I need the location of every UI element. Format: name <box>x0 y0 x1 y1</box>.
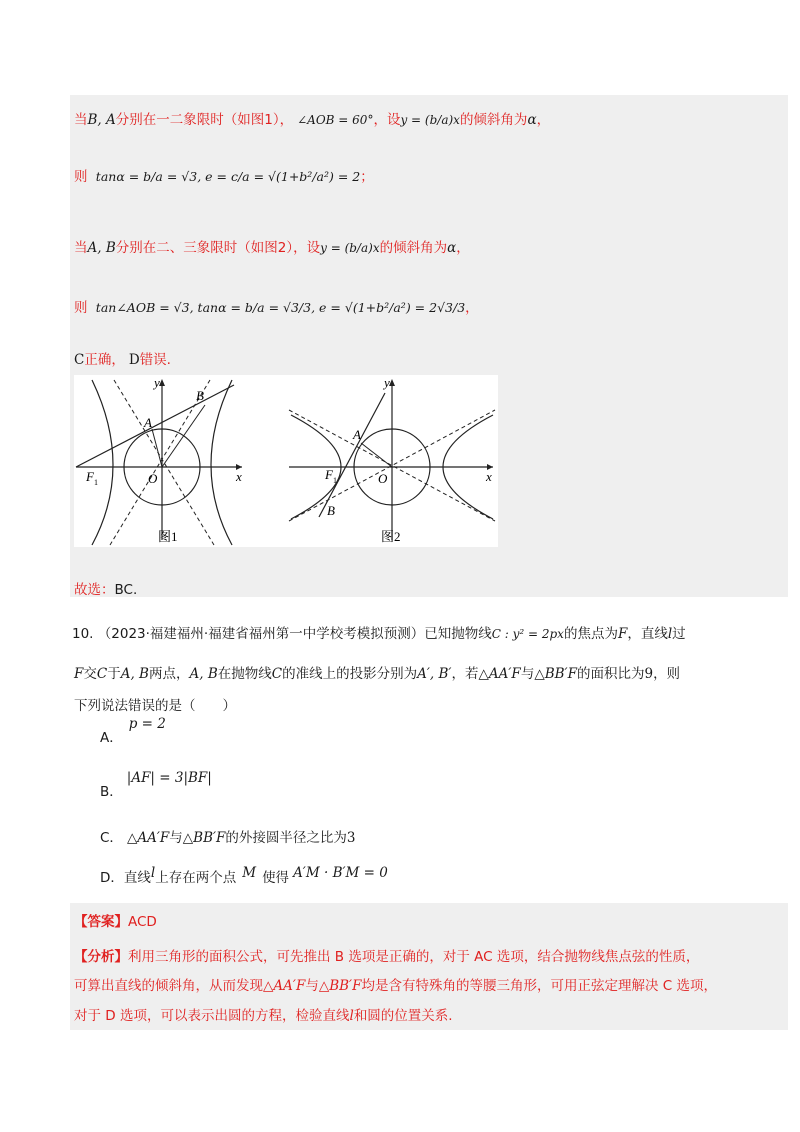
asymptote-1 <box>114 380 214 545</box>
text: 与 <box>169 830 183 846</box>
label-x: x <box>486 469 492 484</box>
option-c[interactable] <box>100 826 356 846</box>
analysis-text: 利用三角形的面积公式，可先推出 B 选项是正确的，对于 AC 选项，结合抛物线焦点弦的性质， <box>128 949 700 965</box>
text: 的面积比为 <box>576 666 645 682</box>
label-a: A <box>353 427 361 442</box>
text: ， <box>465 300 479 316</box>
text: 则 <box>74 300 88 316</box>
math-tri-1: △AA′F <box>478 666 521 682</box>
solution-line-5 <box>74 348 171 368</box>
text: ，设 <box>373 112 401 128</box>
figure-2 <box>281 375 498 547</box>
math-tri-1: △AA′F <box>263 978 306 994</box>
math-c: C <box>271 666 283 682</box>
option-label: B． <box>100 784 123 800</box>
math-alpha: α <box>527 112 537 128</box>
option-c-ref: C <box>74 352 85 368</box>
question-source: （2023·福建福州·福建省福州第一中学校考模拟预测）已知抛物线 <box>97 626 492 642</box>
text: ， <box>536 112 551 128</box>
text: 过 <box>672 626 686 642</box>
math-ab: A, B <box>189 666 218 682</box>
math-angle: ∠AOB = 60° <box>297 113 374 127</box>
text: 交 <box>83 666 97 682</box>
text: 在抛物线 <box>217 666 272 682</box>
option-content: |AF| = 3|BF| <box>126 770 212 786</box>
math-alpha: α <box>447 240 457 256</box>
option-b[interactable] <box>100 770 212 800</box>
text: 使得 <box>262 870 290 886</box>
question-line-1 <box>72 622 686 642</box>
text: ，直线 <box>627 626 668 642</box>
math-formula: tanα = b/a = √3, e = c/a = √(1+b²/a²) = 2 <box>95 169 361 184</box>
analysis-text: 均是含有特殊角的等腰三角形，可用正弦定理解决 C 选项， <box>361 978 717 994</box>
figure-1-diagram <box>74 375 281 547</box>
solution-line-2 <box>74 165 374 185</box>
math-formula: tan∠AOB = √3, tanα = b/a = √3/3, e = √(1+b²/a²) = 2√3/3 <box>95 300 466 315</box>
label-f: F <box>86 469 94 484</box>
math-9: 9 <box>644 666 654 682</box>
text: 分别在一二象限时（如图1）， <box>115 112 294 128</box>
math-tri-2: △BB′F <box>318 978 362 994</box>
math-ab: A, B <box>120 666 149 682</box>
label-y: y <box>384 375 390 390</box>
choice-label: 故选： <box>74 582 115 598</box>
math-vars: B, A <box>87 112 116 128</box>
solution-line-4 <box>74 296 479 316</box>
text: 的焦点为 <box>563 626 618 642</box>
math-tri-1: △AA′F <box>126 830 170 846</box>
text: 正确， <box>84 352 125 368</box>
text: 直线 <box>123 870 151 886</box>
label-y: y <box>154 375 160 390</box>
text: ； <box>360 169 374 185</box>
text: 的准线上的投影分别为 <box>282 666 418 682</box>
text: 上存在两个点 <box>155 870 237 886</box>
hyperbola-right <box>211 380 232 545</box>
question-line-2 <box>74 662 680 682</box>
option-d[interactable] <box>100 866 388 886</box>
analysis-tag: 【分析】 <box>74 949 128 965</box>
math-vars: A, B <box>87 240 116 256</box>
choice-line <box>74 578 137 598</box>
text: 的倾斜角为 <box>379 240 448 256</box>
label-f: F <box>325 467 333 482</box>
label-f-sub: 1 <box>333 476 337 485</box>
option-label: A． <box>100 730 123 746</box>
math-f: F <box>74 666 84 682</box>
analysis-text: 对于 D 选项，可以表示出圆的方程，检验直线 <box>74 1008 350 1024</box>
math-proj: A′, B′ <box>417 666 452 682</box>
segment-oa <box>152 429 162 467</box>
question-prompt: 下列说法错误的是（ ） <box>74 698 236 714</box>
text: 当 <box>74 112 88 128</box>
math-parabola: C : y² = 2px <box>491 627 564 641</box>
math-line: y = (b/a)x <box>400 113 460 127</box>
question-line-3 <box>74 694 236 714</box>
text: 当 <box>74 240 88 256</box>
math-3: 3 <box>346 830 356 846</box>
math-l: l <box>150 865 156 881</box>
text: 于 <box>107 666 121 682</box>
analysis-line-1 <box>74 945 699 965</box>
label-o: O <box>378 471 388 486</box>
analysis-line-3 <box>74 1004 453 1024</box>
y-axis-arrow <box>159 379 165 386</box>
text: 的倾斜角为 <box>459 112 528 128</box>
label-a: A <box>144 415 152 430</box>
figure-1 <box>74 375 281 547</box>
math-expr: A′M · B′M = 0 <box>293 865 388 881</box>
math-m: M <box>242 865 257 881</box>
label-o: O <box>148 471 158 486</box>
text: 与 <box>520 666 535 682</box>
analysis-text: 可算出直线的倾斜角，从而发现 <box>74 978 263 994</box>
math-tri-2: △BB′F <box>534 666 577 682</box>
label-b: B <box>327 503 335 518</box>
math-tri-2: △BB′F <box>182 830 226 846</box>
math-f: F <box>617 626 628 642</box>
solution-line-1 <box>74 108 550 128</box>
option-label: C． <box>100 830 123 846</box>
option-a[interactable] <box>100 716 166 746</box>
question-number: 10. <box>72 626 94 642</box>
text: 错误. <box>139 352 171 368</box>
solution-line-3 <box>74 236 470 256</box>
analysis-line-2 <box>74 974 717 994</box>
math-c: C <box>96 666 108 682</box>
text: ，若 <box>451 666 479 682</box>
option-content: p = 2 <box>128 716 166 732</box>
answer-tag: 【答案】 <box>74 914 128 930</box>
figure-1-caption: 图1 <box>158 529 178 544</box>
label-b: B <box>196 388 204 403</box>
choice-value: BC. <box>114 582 138 598</box>
y-axis-arrow <box>389 379 395 386</box>
text: 则 <box>74 169 88 185</box>
math-l: l <box>667 626 673 642</box>
line-f1 <box>319 393 385 517</box>
option-d-ref: D <box>128 352 140 368</box>
answer-line <box>74 910 157 930</box>
analysis-text: 与 <box>305 978 319 994</box>
option-label: D． <box>100 870 124 886</box>
math-l: l <box>349 1008 354 1024</box>
text: 分别在二、三象限时（如图2），设 <box>115 240 321 256</box>
text: ， <box>456 240 470 256</box>
segment-oa <box>361 443 392 467</box>
figure-2-diagram <box>281 375 498 547</box>
hyperbola-left <box>92 380 113 545</box>
figure-2-caption: 图2 <box>381 529 401 544</box>
label-f-sub: 1 <box>94 478 98 487</box>
text: 的外接圆半径之比为 <box>225 830 347 846</box>
answer-value: ACD <box>128 914 157 930</box>
text: 两点， <box>148 666 190 682</box>
text: ，则 <box>653 666 681 682</box>
label-x: x <box>236 469 242 484</box>
math-line: y = (b/a)x <box>320 241 380 255</box>
analysis-text: 和圆的位置关系. <box>353 1008 453 1024</box>
